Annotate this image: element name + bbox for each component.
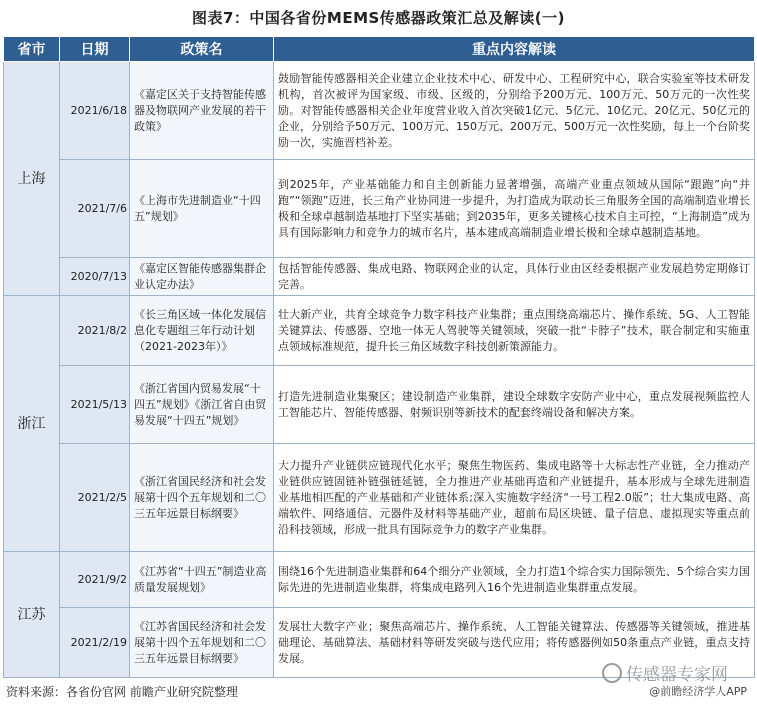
table-row	[4, 62, 755, 160]
table-row	[4, 258, 755, 296]
header-province: 省市	[4, 37, 60, 62]
content-cell: 包括智能传感器、集成电路、物联网企业的认定，具体行业由区经委根据产业发展趋势定期修订完善。	[274, 258, 755, 296]
date-cell: 2021/6/18	[60, 62, 130, 160]
content-cell: 大力提升产业链供应链现代化水平；聚焦生物医药、集成电路等十大标志性产业链，全力推动产业链供应链固链补链强链延链，全力推进产业基础再造和产业链提升，基本形成与全球先进制造业基地相匹配的产业基础和产业链体系;深入实施数字经济“一号工程2.0版”；壮大集成电路、高端软件、网络通信、元器件及材料等基础产业，超前布局区块链、量子信息、虚拟现实等重点前沿科技领域，形成一批具有国际竞争力的数字产业集群。	[274, 444, 755, 552]
brand-credit: @前瞻经济学人APP	[649, 685, 747, 698]
wechat-icon	[602, 663, 622, 683]
policy-cell: 《江苏省国民经济和社会发展第十四个五年规划和二〇三五年远景目标纲要》	[130, 608, 274, 678]
date-cell: 2021/5/13	[60, 366, 130, 444]
policy-table	[3, 36, 755, 678]
content-cell: 打造先进制造业集聚区；建设制造产业集群，建设全球数字安防产业中心，重点发展视频监控人工智能芯片、智能传感器、射频识别等新技术的配套终端设备和解决方案。	[274, 366, 755, 444]
content-cell: 壮大新产业，共育全球竞争力数字科技产业集群；重点围绕高端芯片、操作系统、5G、人工智能关键算法、传感器、空地一体无人驾驶等关键领域，突破一批“卡脖子”技术，联合制定和实施重点领域标准规范，提升长三角区域数字科技创新策源能力。	[274, 296, 755, 366]
header-date: 日期	[60, 37, 130, 62]
province-cell: 江苏	[4, 552, 60, 678]
table-row	[4, 552, 755, 608]
header-content: 重点内容解读	[274, 37, 755, 62]
policy-cell: 《嘉定区智能传感器集群企业认定办法》	[130, 258, 274, 296]
date-cell: 2021/2/5	[60, 444, 130, 552]
content-cell: 围绕16个先进制造业集群和64个细分产业领域，全力打造1个综合实力国际领先、5个综合实力国际先进的先进制造业集群，将集成电路列入16个先进制造业集群重点发展。	[274, 552, 755, 608]
table-row	[4, 444, 755, 552]
table-header-row	[4, 37, 755, 62]
date-cell: 2021/9/2	[60, 552, 130, 608]
policy-cell: 《嘉定区关于支持智能传感器及物联网产业发展的若干政策》	[130, 62, 274, 160]
content-cell: 到2025年，产业基础能力和自主创新能力显著增强，高端产业重点领域从国际“跟跑”向“并跑”“领跑”迈进，长三角产业协同进一步提升，为打造成为联动长三角服务全国的高端制造业增长极和全球卓越制造基地打下坚实基础；到2035年，更多关键核心技术自主可控，“上海制造”成为具有国际影响力和竞争力的城市名片，基本建成高端制造业增长极和全球卓越制造基地。	[274, 160, 755, 258]
policy-cell: 《浙江省国内贸易发展“十四五”规划》《浙江省自由贸易发展“十四五”规划》	[130, 366, 274, 444]
province-cell: 上海	[4, 62, 60, 296]
date-cell: 2021/7/6	[60, 160, 130, 258]
policy-cell: 《浙江省国民经济和社会发展第十四个五年规划和二〇三五年远景目标纲要》	[130, 444, 274, 552]
table-row	[4, 160, 755, 258]
policy-cell: 《长三角区域一体化发展信息化专题组三年行动计划（2021-2023年）》	[130, 296, 274, 366]
province-cell: 浙江	[4, 296, 60, 552]
header-policy: 政策名	[130, 37, 274, 62]
source-note: 资料来源：各省份官网 前瞻产业研究院整理	[6, 685, 238, 699]
policy-cell: 《江苏省“十四五”制造业高质量发展规划》	[130, 552, 274, 608]
date-cell: 2020/7/13	[60, 258, 130, 296]
content-cell: 鼓励智能传感器相关企业建立企业技术中心、研发中心、工程研究中心，联合实验室等技术研发机构，首次被评为国家级、市级、区级的，分别给予200万元、100万元、50万元的一次性奖励。对智能传感器相关企业年度营业收入首次突破1亿元、5亿元、10亿元、20亿元、50亿元的企业，分别给予50万元、100万元、150万元、200万元、500万元一次性奖励，每上一个台阶奖励一次，实施晋档补差。	[274, 62, 755, 160]
date-cell: 2021/2/19	[60, 608, 130, 678]
footer	[6, 681, 751, 703]
date-cell: 2021/8/2	[60, 296, 130, 366]
watermark-text: 传感器专家网	[626, 665, 728, 685]
content-cell: 发展壮大数字产业；聚焦高端芯片、操作系统、人工智能关键算法、传感器等关键领域，推进基础理论、基础算法、基础材料等研发突破与迭代应用；将传感器例如50条重点产业链，重点支持发展。	[274, 608, 755, 678]
page-title: 图表7：中国各省份MEMS传感器政策汇总及解读(一)	[191, 9, 566, 27]
table-row	[4, 296, 755, 366]
table-row	[4, 366, 755, 444]
policy-cell: 《上海市先进制造业“十四五”规划》	[130, 160, 274, 258]
